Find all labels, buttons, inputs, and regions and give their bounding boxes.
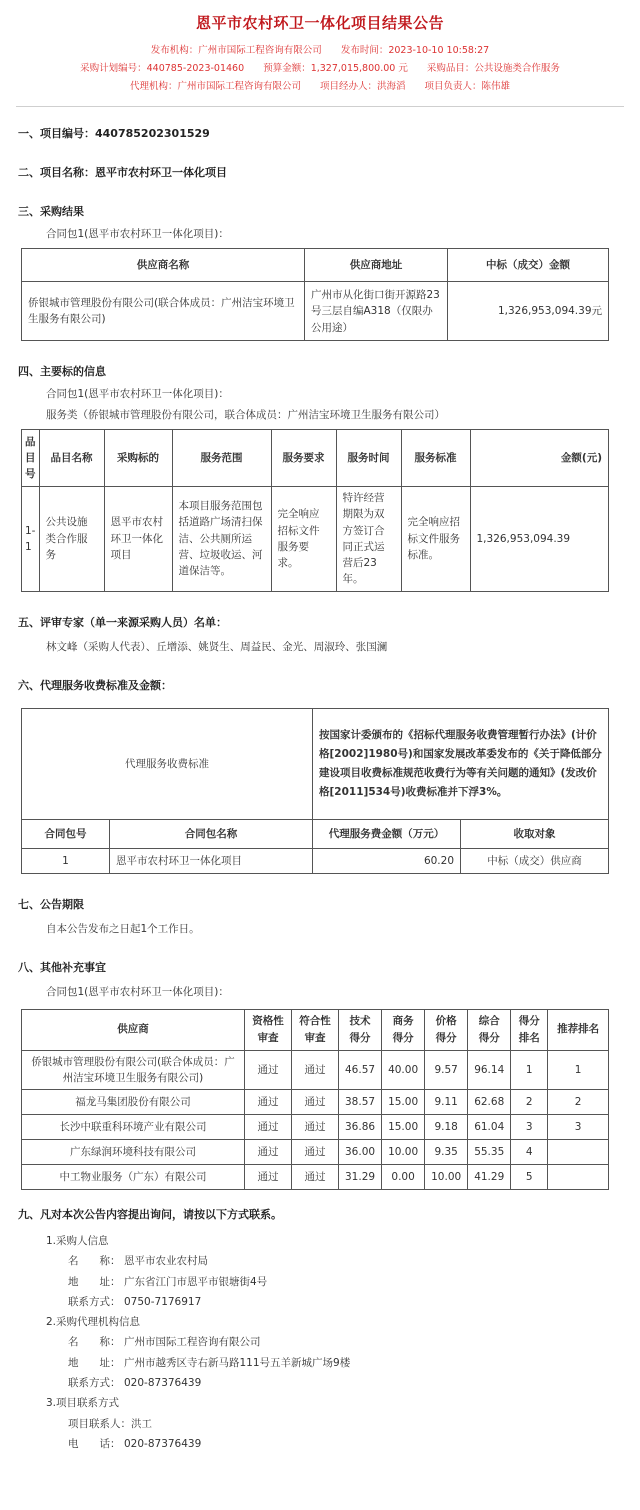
score-supplier: 福龙马集团股份有限公司 (22, 1090, 245, 1115)
fee-header-name: 合同包名称 (110, 819, 313, 848)
fee-target: 中标（成交）供应商 (461, 848, 609, 873)
subject-header-name: 品目名称 (39, 429, 104, 486)
meta-budget: 预算金额：1,327,015,800.00 元 (263, 63, 408, 74)
buyer-name-line (68, 1253, 640, 1269)
score-tech: 38.57 (339, 1090, 382, 1115)
score-header-rec: 推荐排名 (548, 1009, 609, 1050)
subject-service: 服务类（侨银城市管理股份有限公司，联合体成员：广州洁宝环境卫生服务有限公司） (46, 408, 445, 421)
header-divider (16, 106, 624, 107)
score-comp: 通过 (292, 1090, 339, 1115)
subject-table (21, 429, 609, 592)
score-price: 10.00 (425, 1165, 468, 1190)
score-header-qual: 资格性审查 (245, 1009, 292, 1050)
buyer-head: 1.采购人信息 (46, 1235, 109, 1248)
score-header-price: 价格得分 (425, 1009, 468, 1050)
section-experts-title: 五、评审专家（单一来源采购人员）名单： (18, 615, 227, 629)
agency-name-line (68, 1334, 640, 1350)
meta-category: 采购品目：公共设施类合作服务 (426, 63, 560, 74)
score-tech: 31.29 (339, 1165, 382, 1190)
score-total: 61.04 (468, 1115, 511, 1140)
meta-leader: 项目负责人：陈伟雄 (424, 81, 511, 92)
agency-name: 广州市国际工程咨询有限公司 (124, 1336, 261, 1349)
result-table (21, 248, 609, 341)
buyer-addr: 广东省江门市恩平市银塘街4号 (124, 1275, 268, 1288)
subject-no: 1-1 (22, 486, 40, 591)
section-contact-title: 九、凡对本次公告内容提出询问，请按以下方式联系。 (18, 1208, 282, 1222)
buyer-contact: 0750-7176917 (124, 1295, 202, 1308)
fee-amount: 60.20 (313, 848, 461, 873)
page-title: 恩平市农村环卫一体化项目结果公告 (195, 14, 444, 32)
project-phone-line (68, 1436, 640, 1452)
table-row (22, 1140, 609, 1165)
project-person: 洪工 (131, 1417, 152, 1430)
fee-no: 1 (22, 848, 110, 873)
score-supplier: 广东绿润环境科技有限公司 (22, 1140, 245, 1165)
score-supplier: 长沙中联重科环境产业有限公司 (22, 1115, 245, 1140)
result-amount: 1,326,953,094.39元 (448, 282, 609, 341)
experts-names: 林文峰（采购人代表）、丘增添、姚贤生、周益民、金光、周淑玲、张国澜 (46, 640, 388, 653)
score-tech: 36.00 (339, 1140, 382, 1165)
fee-header-target: 收取对象 (461, 819, 609, 848)
score-header-comp: 符合性审查 (292, 1009, 339, 1050)
fee-std-label: 代理服务收费标准 (22, 708, 313, 819)
section-fee-title: 六、代理服务收费标准及金额： (18, 678, 172, 692)
subject-req: 完全响应招标文件服务要求。 (271, 486, 336, 591)
project-person-line (68, 1416, 640, 1432)
subject-time: 特许经营期限为双方签订合同正式运营后23年。 (336, 486, 401, 591)
subject-package: 合同包1(恩平市农村环卫一体化项目)： (46, 388, 229, 401)
score-comp: 通过 (292, 1115, 339, 1140)
agency-contact-line (68, 1375, 640, 1391)
section-project-name: 二、项目名称：恩平市农村环卫一体化项目 (18, 166, 227, 180)
score-qual: 通过 (245, 1115, 292, 1140)
table-row (22, 1090, 609, 1115)
buyer-contact-label: 联系方式： (68, 1295, 121, 1308)
score-header-supplier: 供应商 (22, 1009, 245, 1050)
score-header-total: 综合得分 (468, 1009, 511, 1050)
score-rank: 5 (511, 1165, 548, 1190)
meta-plan-no: 采购计划编号：440785-2023-01460 (80, 63, 245, 74)
table-row (22, 1165, 609, 1190)
period-text: 自本公告发布之日起1个工作日。 (46, 922, 200, 935)
subject-header-target: 采购标的 (104, 429, 172, 486)
score-rec (548, 1165, 609, 1190)
score-tech: 36.86 (339, 1115, 382, 1140)
score-total: 62.68 (468, 1090, 511, 1115)
section-project-no: 一、项目编号：440785202301529 (18, 127, 210, 140)
score-comp: 通过 (292, 1050, 339, 1090)
table-row (22, 486, 609, 591)
fee-package-name: 恩平市农村环卫一体化项目 (110, 848, 313, 873)
subject-scope: 本项目服务范围包括道路广场清扫保洁、公共厕所运营、垃圾收运、河道保洁等。 (172, 486, 271, 591)
score-biz: 10.00 (382, 1140, 425, 1165)
result-header-name: 供应商名称 (22, 249, 305, 282)
score-total: 41.29 (468, 1165, 511, 1190)
result-header-amount: 中标（成交）金额 (448, 249, 609, 282)
project-contact-head: 3.项目联系方式 (46, 1397, 120, 1410)
fee-header-amount: 代理服务费金额（万元） (313, 819, 461, 848)
meta-handler: 项目经办人：洪海滔 (319, 81, 406, 92)
agency-head: 2.采购代理机构信息 (46, 1316, 141, 1329)
meta-publish-time: 发布时间：2023-10-10 10:58:27 (340, 45, 490, 56)
score-header-rank: 得分排名 (511, 1009, 548, 1050)
subject-header-scope: 服务范围 (172, 429, 271, 486)
score-rec: 2 (548, 1090, 609, 1115)
score-comp: 通过 (292, 1140, 339, 1165)
subject-header-std: 服务标准 (401, 429, 470, 486)
subject-target: 恩平市农村环卫一体化项目 (104, 486, 172, 591)
subject-header-time: 服务时间 (336, 429, 401, 486)
score-total: 96.14 (468, 1050, 511, 1090)
section-result-title: 三、采购结果 (18, 205, 84, 219)
score-rec: 3 (548, 1115, 609, 1140)
score-tech: 46.57 (339, 1050, 382, 1090)
agency-contact-label: 联系方式： (68, 1377, 121, 1389)
score-rank: 4 (511, 1140, 548, 1165)
score-rec (548, 1140, 609, 1165)
agency-name-label: 名 称： (68, 1336, 121, 1349)
score-rec: 1 (548, 1050, 609, 1090)
subject-amount: 1,326,953,094.39 (470, 486, 609, 591)
subject-header-amount: 金额(元) (470, 429, 609, 486)
agency-addr: 广州市越秀区寺右新马路111号五羊新城广场9楼 (124, 1356, 351, 1369)
score-supplier: 侨银城市管理股份有限公司(联合体成员：广州洁宝环境卫生服务有限公司) (22, 1050, 245, 1090)
subject-std: 完全响应招标文件服务标准。 (401, 486, 470, 591)
subject-name: 公共设施类合作服务 (39, 486, 104, 591)
score-price: 9.11 (425, 1090, 468, 1115)
project-phone-label: 电 话： (68, 1437, 121, 1450)
table-row (22, 1115, 609, 1140)
table-row (22, 282, 609, 341)
score-qual: 通过 (245, 1090, 292, 1115)
result-header-address: 供应商地址 (305, 249, 448, 282)
result-supplier-name: 侨银城市管理股份有限公司(联合体成员：广州洁宝环境卫生服务有限公司) (22, 282, 305, 341)
project-person-label: 项目联系人： (68, 1417, 131, 1430)
meta-block (0, 42, 640, 96)
score-biz: 15.00 (382, 1090, 425, 1115)
result-supplier-address: 广州市从化街口街开源路23号三层自编A318（仅限办公用途） (305, 282, 448, 341)
table-row (22, 848, 609, 873)
buyer-contact-line (68, 1294, 640, 1310)
fee-header-no: 合同包号 (22, 819, 110, 848)
agency-addr-label: 地 址： (68, 1356, 121, 1369)
score-comp: 通过 (292, 1165, 339, 1190)
buyer-addr-label: 地 址： (68, 1275, 121, 1288)
score-rank: 1 (511, 1050, 548, 1090)
section-subject-title: 四、主要标的信息 (18, 365, 106, 379)
score-qual: 通过 (245, 1140, 292, 1165)
score-biz: 15.00 (382, 1115, 425, 1140)
buyer-name: 恩平市农业农村局 (124, 1255, 208, 1268)
buyer-addr-line (68, 1274, 640, 1290)
project-phone: 020-87376439 (124, 1437, 202, 1450)
score-price: 9.35 (425, 1140, 468, 1165)
agency-contact: 020-87376439 (124, 1377, 202, 1389)
score-rank: 2 (511, 1090, 548, 1115)
score-price: 9.57 (425, 1050, 468, 1090)
fee-std-text: 按国家计委颁布的《招标代理服务收费管理暂行办法》(计价格[2002]1980号)和国家发展改革委发布的《关于降低部分建设项目收费标准规范收费行为等有关问题的通知》(发改价格[2011]534号)收费标准并下浮3%。 (313, 708, 609, 819)
meta-agency: 代理机构：广州市国际工程咨询有限公司 (129, 81, 301, 92)
section-period-title: 七、公告期限 (18, 897, 84, 911)
score-table (21, 1009, 609, 1191)
supplement-package: 合同包1(恩平市农村环卫一体化项目)： (46, 986, 229, 999)
score-biz: 0.00 (382, 1165, 425, 1190)
buyer-name-label: 名 称： (68, 1255, 121, 1268)
score-qual: 通过 (245, 1165, 292, 1190)
subject-header-req: 服务要求 (271, 429, 336, 486)
score-qual: 通过 (245, 1050, 292, 1090)
score-total: 55.35 (468, 1140, 511, 1165)
score-biz: 40.00 (382, 1050, 425, 1090)
section-supplement-title: 八、其他补充事宜 (18, 961, 106, 975)
meta-publisher: 发布机构：广州市国际工程咨询有限公司 (150, 45, 322, 56)
score-supplier: 中工物业服务（广东）有限公司 (22, 1165, 245, 1190)
score-header-biz: 商务得分 (382, 1009, 425, 1050)
score-price: 9.18 (425, 1115, 468, 1140)
agency-addr-line (68, 1355, 640, 1371)
result-package: 合同包1(恩平市农村环卫一体化项目)： (46, 228, 229, 241)
table-row (22, 1050, 609, 1090)
subject-header-no: 品目号 (22, 429, 40, 486)
fee-table (21, 708, 609, 874)
score-rank: 3 (511, 1115, 548, 1140)
score-header-tech: 技术得分 (339, 1009, 382, 1050)
